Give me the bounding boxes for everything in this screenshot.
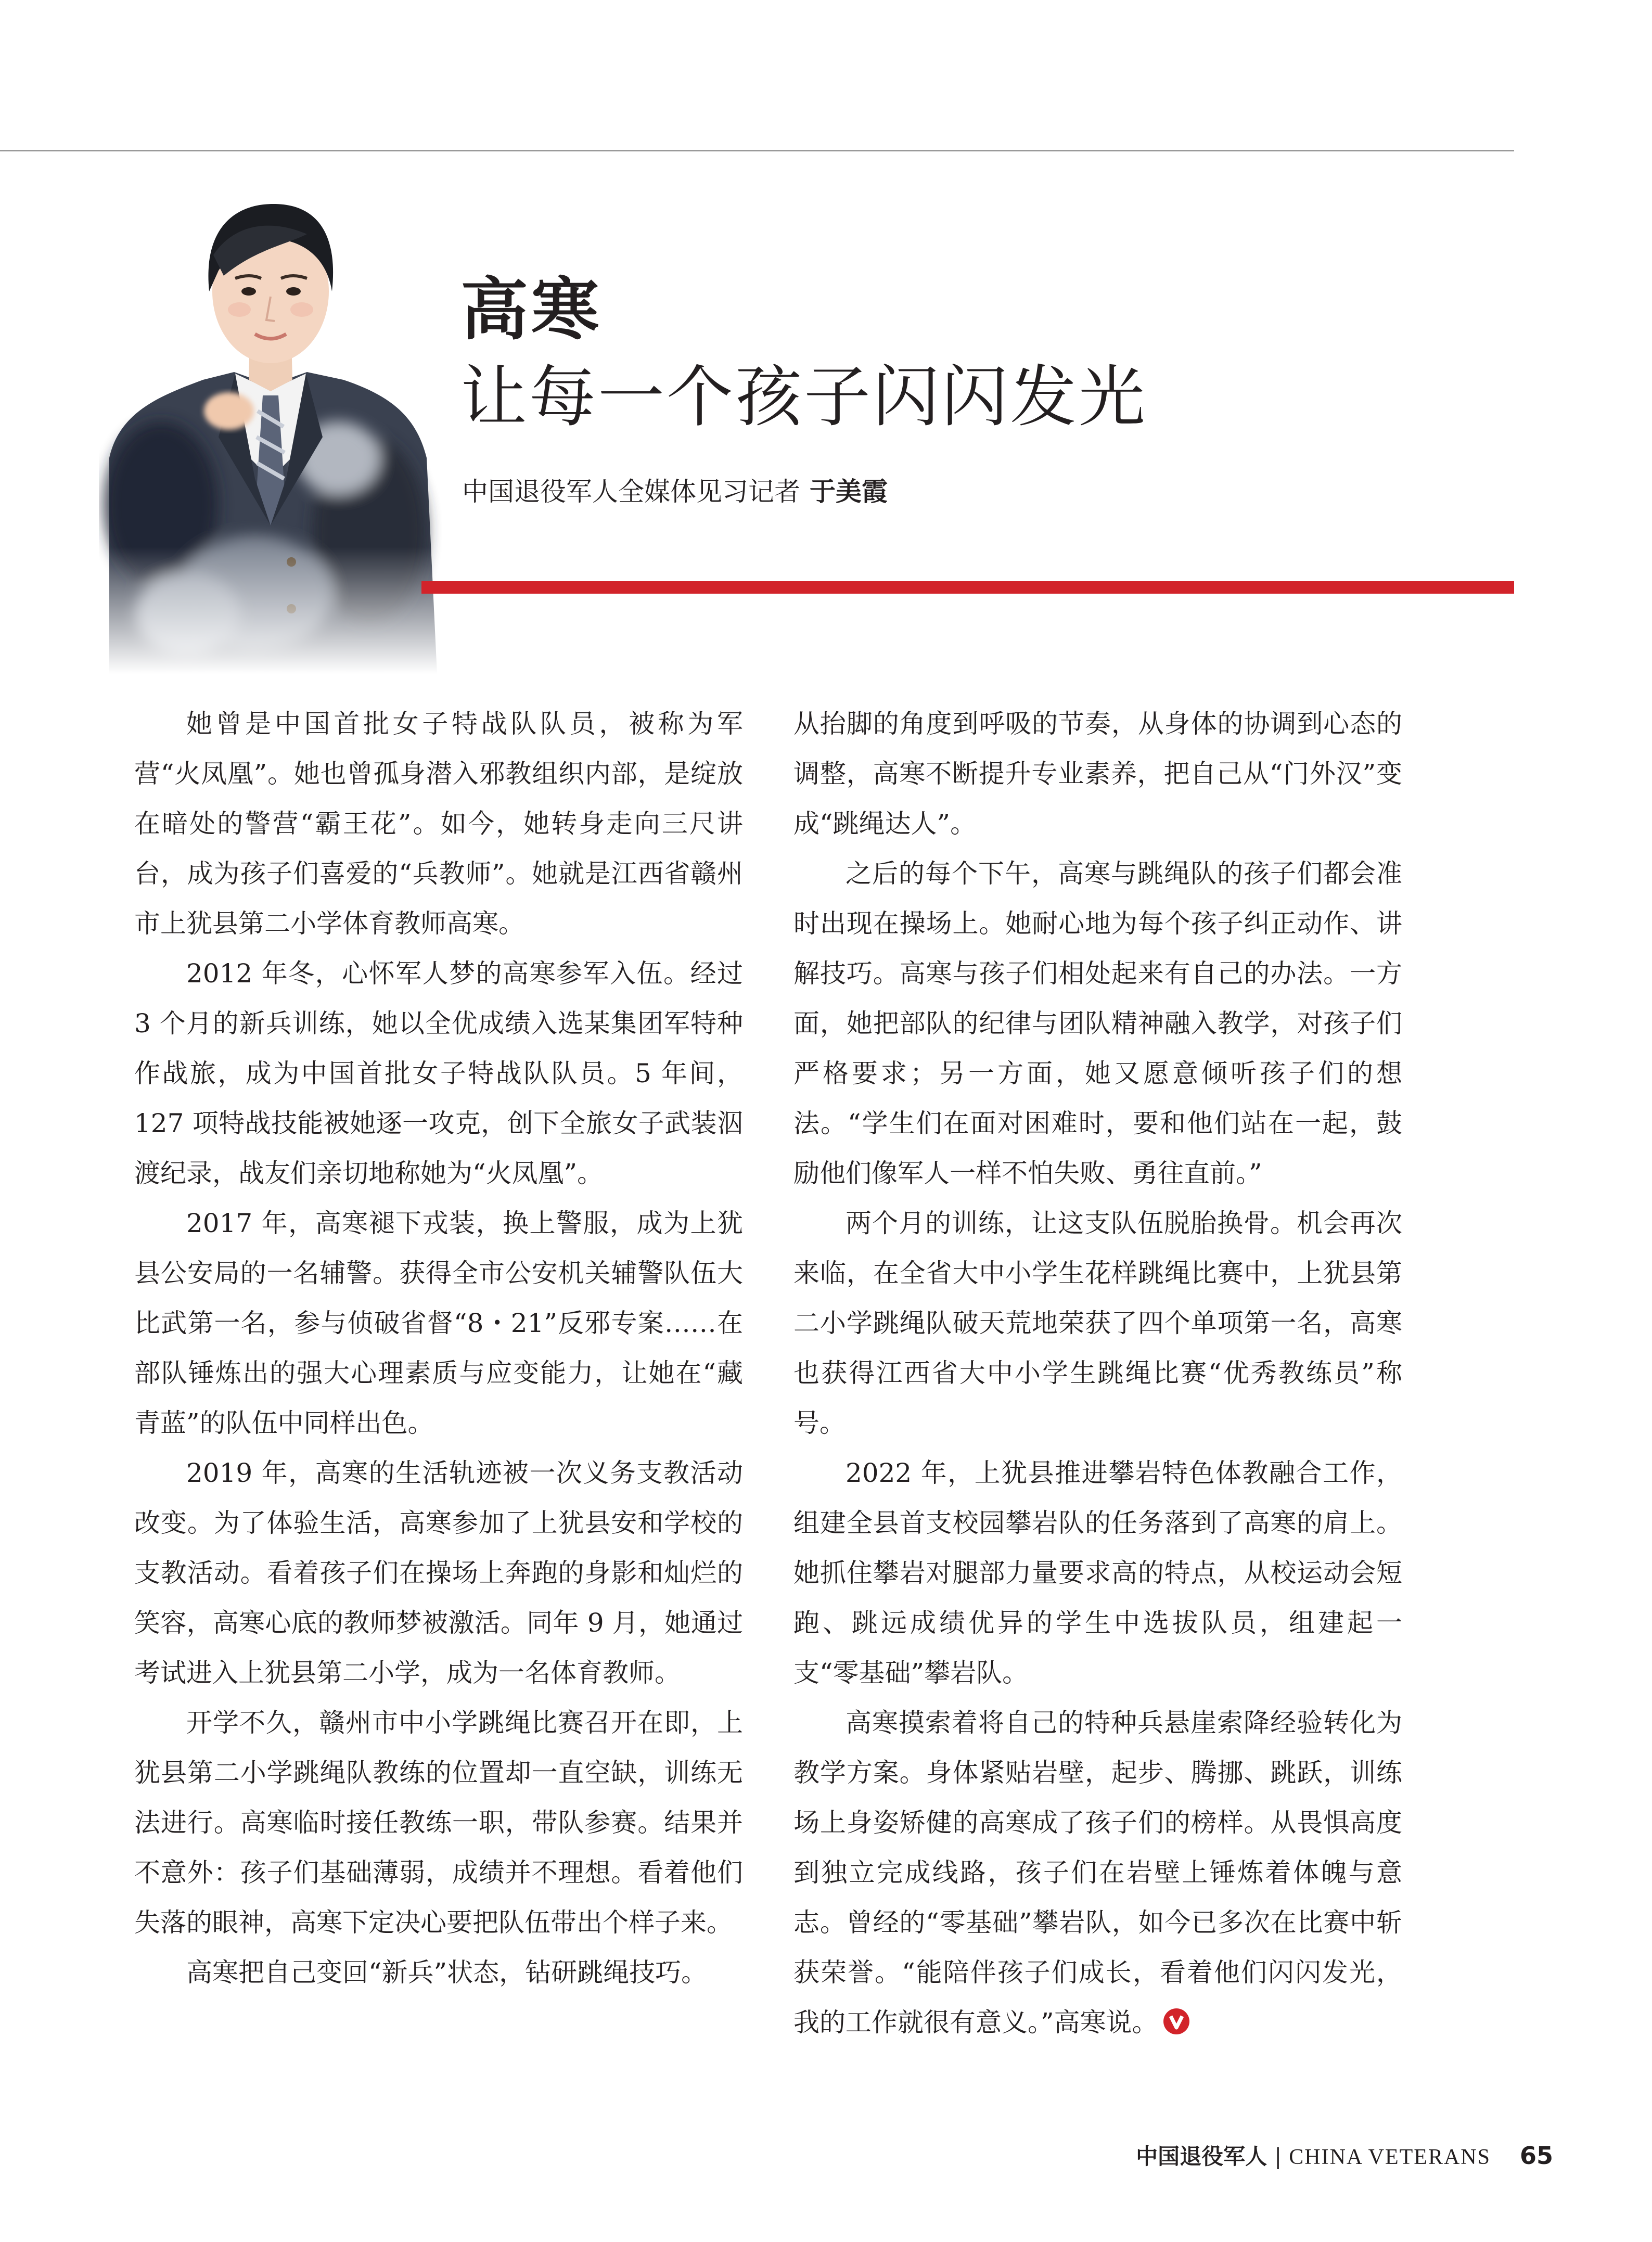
page-number: 65 xyxy=(1519,2142,1553,2170)
paragraph: 2019 年，高寒的生活轨迹被一次义务支教活动改变。为了体验生活，高寒参加了上犹县安和学校的支教活动。看着孩子们在操场上奔跑的身影和灿烂的笑容，高寒心底的教师梦被激活。同年 9 月，她通过考试进入上犹县第二小学，成为一名体育教师。 xyxy=(134,1458,743,1688)
paragraph: 高寒把自己变回“新兵”状态，钻研跳绳技巧。 xyxy=(186,1957,708,1988)
paragraph-last xyxy=(793,1698,1402,2047)
paragraph: 开学不久，赣州市中小学跳绳比赛召开在即，上犹县第二小学跳绳队教练的位置却一直空缺，训练无法进行。高寒临时接任教练一职，带队参赛。结果并不意外：孩子们基础薄弱，成绩并不理想。看着他们失落的眼神，高寒下定决心要把队伍带出个样子来。 xyxy=(134,1708,743,1938)
byline xyxy=(462,479,888,505)
footer-separator: | xyxy=(1274,2144,1282,2169)
paragraph: 两个月的训练，让这支队伍脱胎换骨。机会再次来临，在全省大中小学生花样跳绳比赛中，上犹县第二小学跳绳队破天荒地荣获了四个单项第一名，高寒也获得江西省大中小学生跳绳比赛“优秀教练员”称号。 xyxy=(793,1208,1402,1438)
top-rule xyxy=(0,150,1514,151)
article-title-name: 高寒 xyxy=(460,270,603,349)
paragraph: 2022 年，上犹县推进攀岩特色体教融合工作，组建全县首支校园攀岩队的任务落到了高寒的肩上。她抓住攀岩对腿部力量要求高的特点，从校运动会短跑、跳远成绩优异的学生中选拔队员，组建起一支“零基础”攀岩队。 xyxy=(793,1458,1402,1688)
paragraph: 2012 年冬，心怀军人梦的高寒参军入伍。经过 3 个月的新兵训练，她以全优成绩入选某集团军特种作战旅，成为中国首批女子特战队队员。5 年间，127 项特战技能被她逐一攻克，创下全旅女子武装泅渡纪录，战友们亲切地称她为“火凤凰”。 xyxy=(134,958,743,1188)
paragraph: 她曾是中国首批女子特战队队员，被称为军营“火凤凰”。她也曾孤身潜入邪教组织内部，是绽放在暗处的警营“霸王花”。如今，她转身走向三尺讲台，成为孩子们喜爱的“兵教师”。她就是江西省赣州市上犹县第二小学体育教师高寒。 xyxy=(134,709,743,939)
paragraph: 从抬脚的角度到呼吸的节奏，从身体的协调到心态的调整，高寒不断提升专业素养，把自己从“门外汉”变成“跳绳达人”。 xyxy=(793,709,1402,839)
red-accent-bar xyxy=(421,581,1514,594)
body-column-left xyxy=(134,699,743,1997)
portrait-illustration xyxy=(99,166,442,674)
footer-english-name: CHINA VETERANS xyxy=(1289,2145,1491,2169)
page-footer xyxy=(1136,2144,1553,2168)
end-mark-icon xyxy=(1163,2008,1189,2034)
footer-magazine-name: 中国退役军人 xyxy=(1136,2144,1267,2169)
paragraph-text: 高寒摸索着将自己的特种兵悬崖索降经验转化为教学方案。身体紧贴岩壁，起步、腾挪、跳跃，训练场上身姿矫健的高寒成了孩子们的榜样。从畏惧高度到独立完成线路，孩子们在岩壁上锤炼着体魄与意志。曾经的“零基础”攀岩队，如今已多次在比赛中斩获荣誉。“能陪伴孩子们成长，看着他们闪闪发光，我的工作就很有意义。”高寒说。 xyxy=(793,1708,1402,2038)
byline-org: 中国退役军人全媒体见习记者 xyxy=(462,477,800,507)
body-column-right xyxy=(793,699,1402,2047)
article-subtitle: 让每一个孩子闪闪发光 xyxy=(460,358,1148,436)
paragraph: 之后的每个下午，高寒与跳绳队的孩子们都会准时出现在操场上。她耐心地为每个孩子纠正动作、讲解技巧。高寒与孩子们相处起来有自己的办法。一方面，她把部队的纪律与团队精神融入教学，对孩子们严格要求；另一方面，她又愿意倾听孩子们的想法。“学生们在面对困难时，要和他们站在一起，鼓励他们像军人一样不怕失败、勇往直前。” xyxy=(793,859,1402,1188)
byline-author: 于美霞 xyxy=(810,477,888,507)
paragraph: 2017 年，高寒褪下戎装，换上警服，成为上犹县公安局的一名辅警。获得全市公安机关辅警队伍大比武第一名，参与侦破省督“8・21”反邪专案……在部队锤炼出的强大心理素质与应变能力，让她在“藏青蓝”的队伍中同样出色。 xyxy=(134,1208,743,1438)
